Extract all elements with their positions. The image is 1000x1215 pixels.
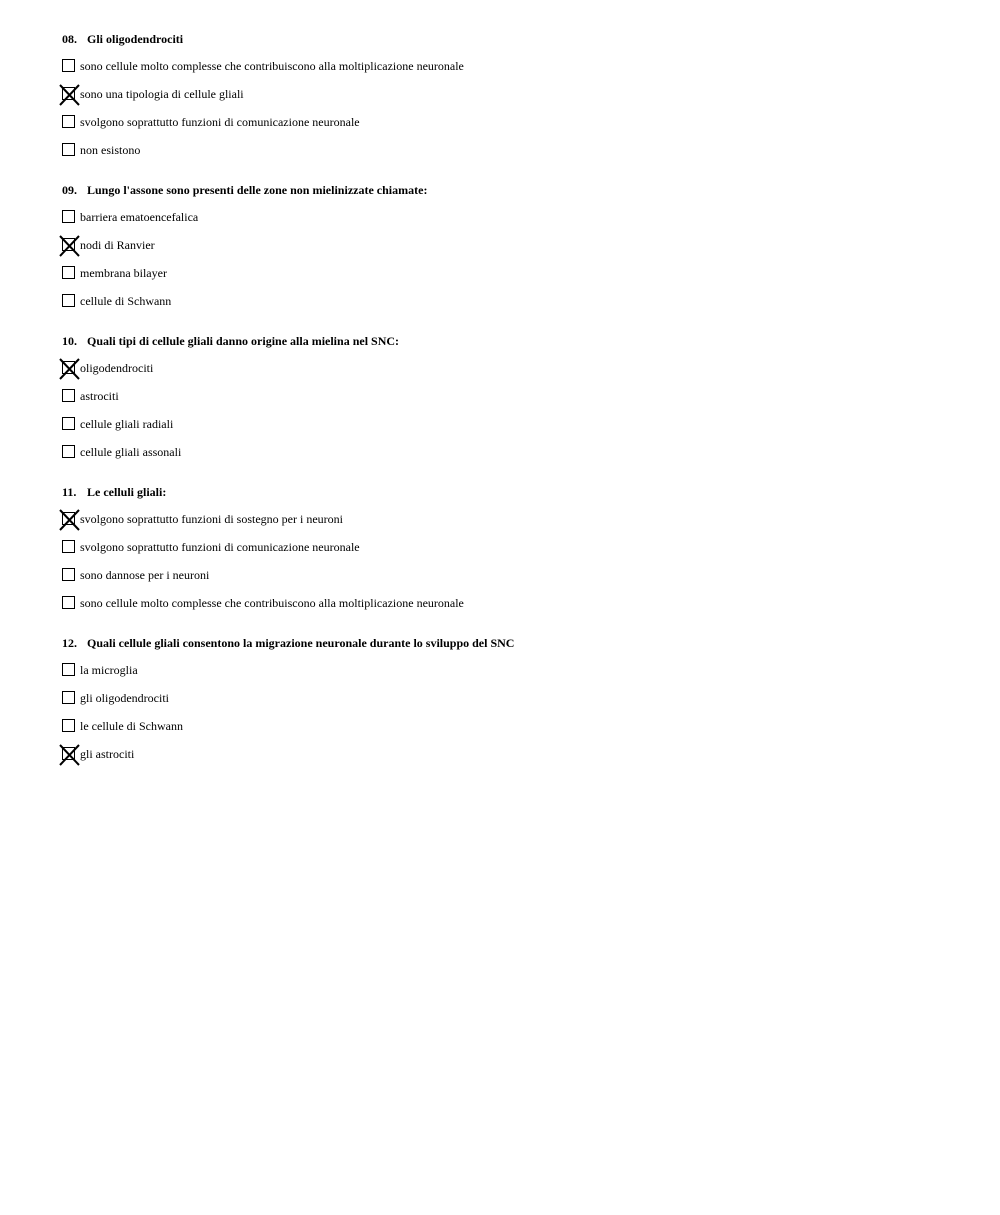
checkbox[interactable] (62, 294, 75, 307)
checkbox[interactable] (62, 389, 75, 402)
question-title (62, 31, 183, 47)
option-label: non esistono (80, 143, 141, 157)
cross-mark-icon (59, 84, 81, 106)
checkbox[interactable] (62, 238, 75, 251)
cross-mark-icon (59, 235, 81, 257)
option-10-c[interactable] (62, 417, 399, 433)
checkbox[interactable] (62, 210, 75, 223)
option-label: la microglia (80, 663, 138, 677)
option-label: nodi di Ranvier (80, 238, 155, 252)
option-label: sono dannose per i neuroni (80, 568, 210, 582)
option-11-c[interactable] (62, 568, 210, 584)
option-08-d[interactable] (62, 143, 183, 159)
option-08-a[interactable] (62, 59, 464, 75)
option-09-d[interactable] (62, 294, 427, 310)
option-label: cellule gliali radiali (80, 417, 174, 431)
cross-mark-icon (59, 744, 81, 766)
option-12-b[interactable] (62, 691, 514, 707)
option-12-d[interactable] (62, 747, 514, 763)
option-label: oligodendrociti (80, 361, 154, 375)
option-label: le cellule di Schwann (80, 719, 183, 733)
option-10-a[interactable] (62, 361, 399, 377)
question-number: 09. (62, 183, 77, 197)
checkbox[interactable] (62, 143, 75, 156)
cross-mark-icon (59, 358, 81, 380)
checkbox[interactable] (62, 417, 75, 430)
question-number: 11. (62, 485, 77, 499)
option-label: sono cellule molto complesse che contribuiscono alla moltiplicazione neuronale (80, 596, 464, 610)
question-11 (62, 484, 464, 612)
cross-mark-icon (59, 509, 81, 531)
question-title (62, 484, 166, 500)
option-label: sono una tipologia di cellule gliali (80, 87, 244, 101)
option-label: barriera ematoencefalica (80, 210, 199, 224)
question-title (62, 635, 514, 651)
option-label: svolgono soprattutto funzioni di sostegno per i neuroni (80, 512, 343, 526)
option-11-a[interactable] (62, 512, 343, 528)
question-number: 10. (62, 334, 77, 348)
option-11-b[interactable] (62, 540, 360, 556)
question-10 (62, 333, 399, 461)
checkbox[interactable] (62, 691, 75, 704)
question-text: Le celluli gliali: (87, 485, 167, 499)
checkbox[interactable] (62, 115, 75, 128)
option-label: svolgono soprattutto funzioni di comunicazione neuronale (80, 540, 360, 554)
checkbox[interactable] (62, 540, 75, 553)
option-label: gli astrociti (80, 747, 135, 761)
option-09-c[interactable] (62, 266, 427, 282)
option-label: cellule gliali assonali (80, 445, 182, 459)
checkbox[interactable] (62, 663, 75, 676)
option-label: sono cellule molto complesse che contribuiscono alla moltiplicazione neuronale (80, 59, 464, 73)
option-label: astrociti (80, 389, 119, 403)
option-label: gli oligodendrociti (80, 691, 169, 705)
option-label: membrana bilayer (80, 266, 167, 280)
question-08 (62, 31, 464, 159)
option-12-a[interactable] (62, 663, 514, 679)
option-10-d[interactable] (62, 445, 399, 461)
question-12 (62, 635, 514, 763)
question-09 (62, 182, 427, 310)
checkbox[interactable] (62, 445, 75, 458)
question-number: 12. (62, 636, 77, 650)
option-09-b[interactable] (62, 238, 427, 254)
option-label: svolgono soprattutto funzioni di comunicazione neuronale (80, 115, 360, 129)
option-label: cellule di Schwann (80, 294, 172, 308)
option-10-b[interactable] (62, 389, 399, 405)
checkbox[interactable] (62, 512, 75, 525)
option-08-c[interactable] (62, 115, 360, 131)
checkbox[interactable] (62, 747, 75, 760)
checkbox[interactable] (62, 361, 75, 374)
option-11-d[interactable] (62, 596, 464, 612)
checkbox[interactable] (62, 87, 75, 100)
option-12-c[interactable] (62, 719, 514, 735)
question-text: Quali cellule gliali consentono la migrazione neuronale durante lo sviluppo del SNC (87, 636, 515, 650)
option-09-a[interactable] (62, 210, 427, 226)
option-08-b[interactable] (62, 87, 244, 103)
question-number: 08. (62, 32, 77, 46)
question-text: Lungo l'assone sono presenti delle zone non mielinizzate chiamate: (87, 183, 428, 197)
question-title (62, 333, 399, 349)
checkbox[interactable] (62, 596, 75, 609)
question-text: Quali tipi di cellule gliali danno origine alla mielina nel SNC: (87, 334, 400, 348)
question-title (62, 182, 427, 198)
checkbox[interactable] (62, 266, 75, 279)
checkbox[interactable] (62, 568, 75, 581)
question-text: Gli oligodendrociti (87, 32, 184, 46)
checkbox[interactable] (62, 719, 75, 732)
checkbox[interactable] (62, 59, 75, 72)
